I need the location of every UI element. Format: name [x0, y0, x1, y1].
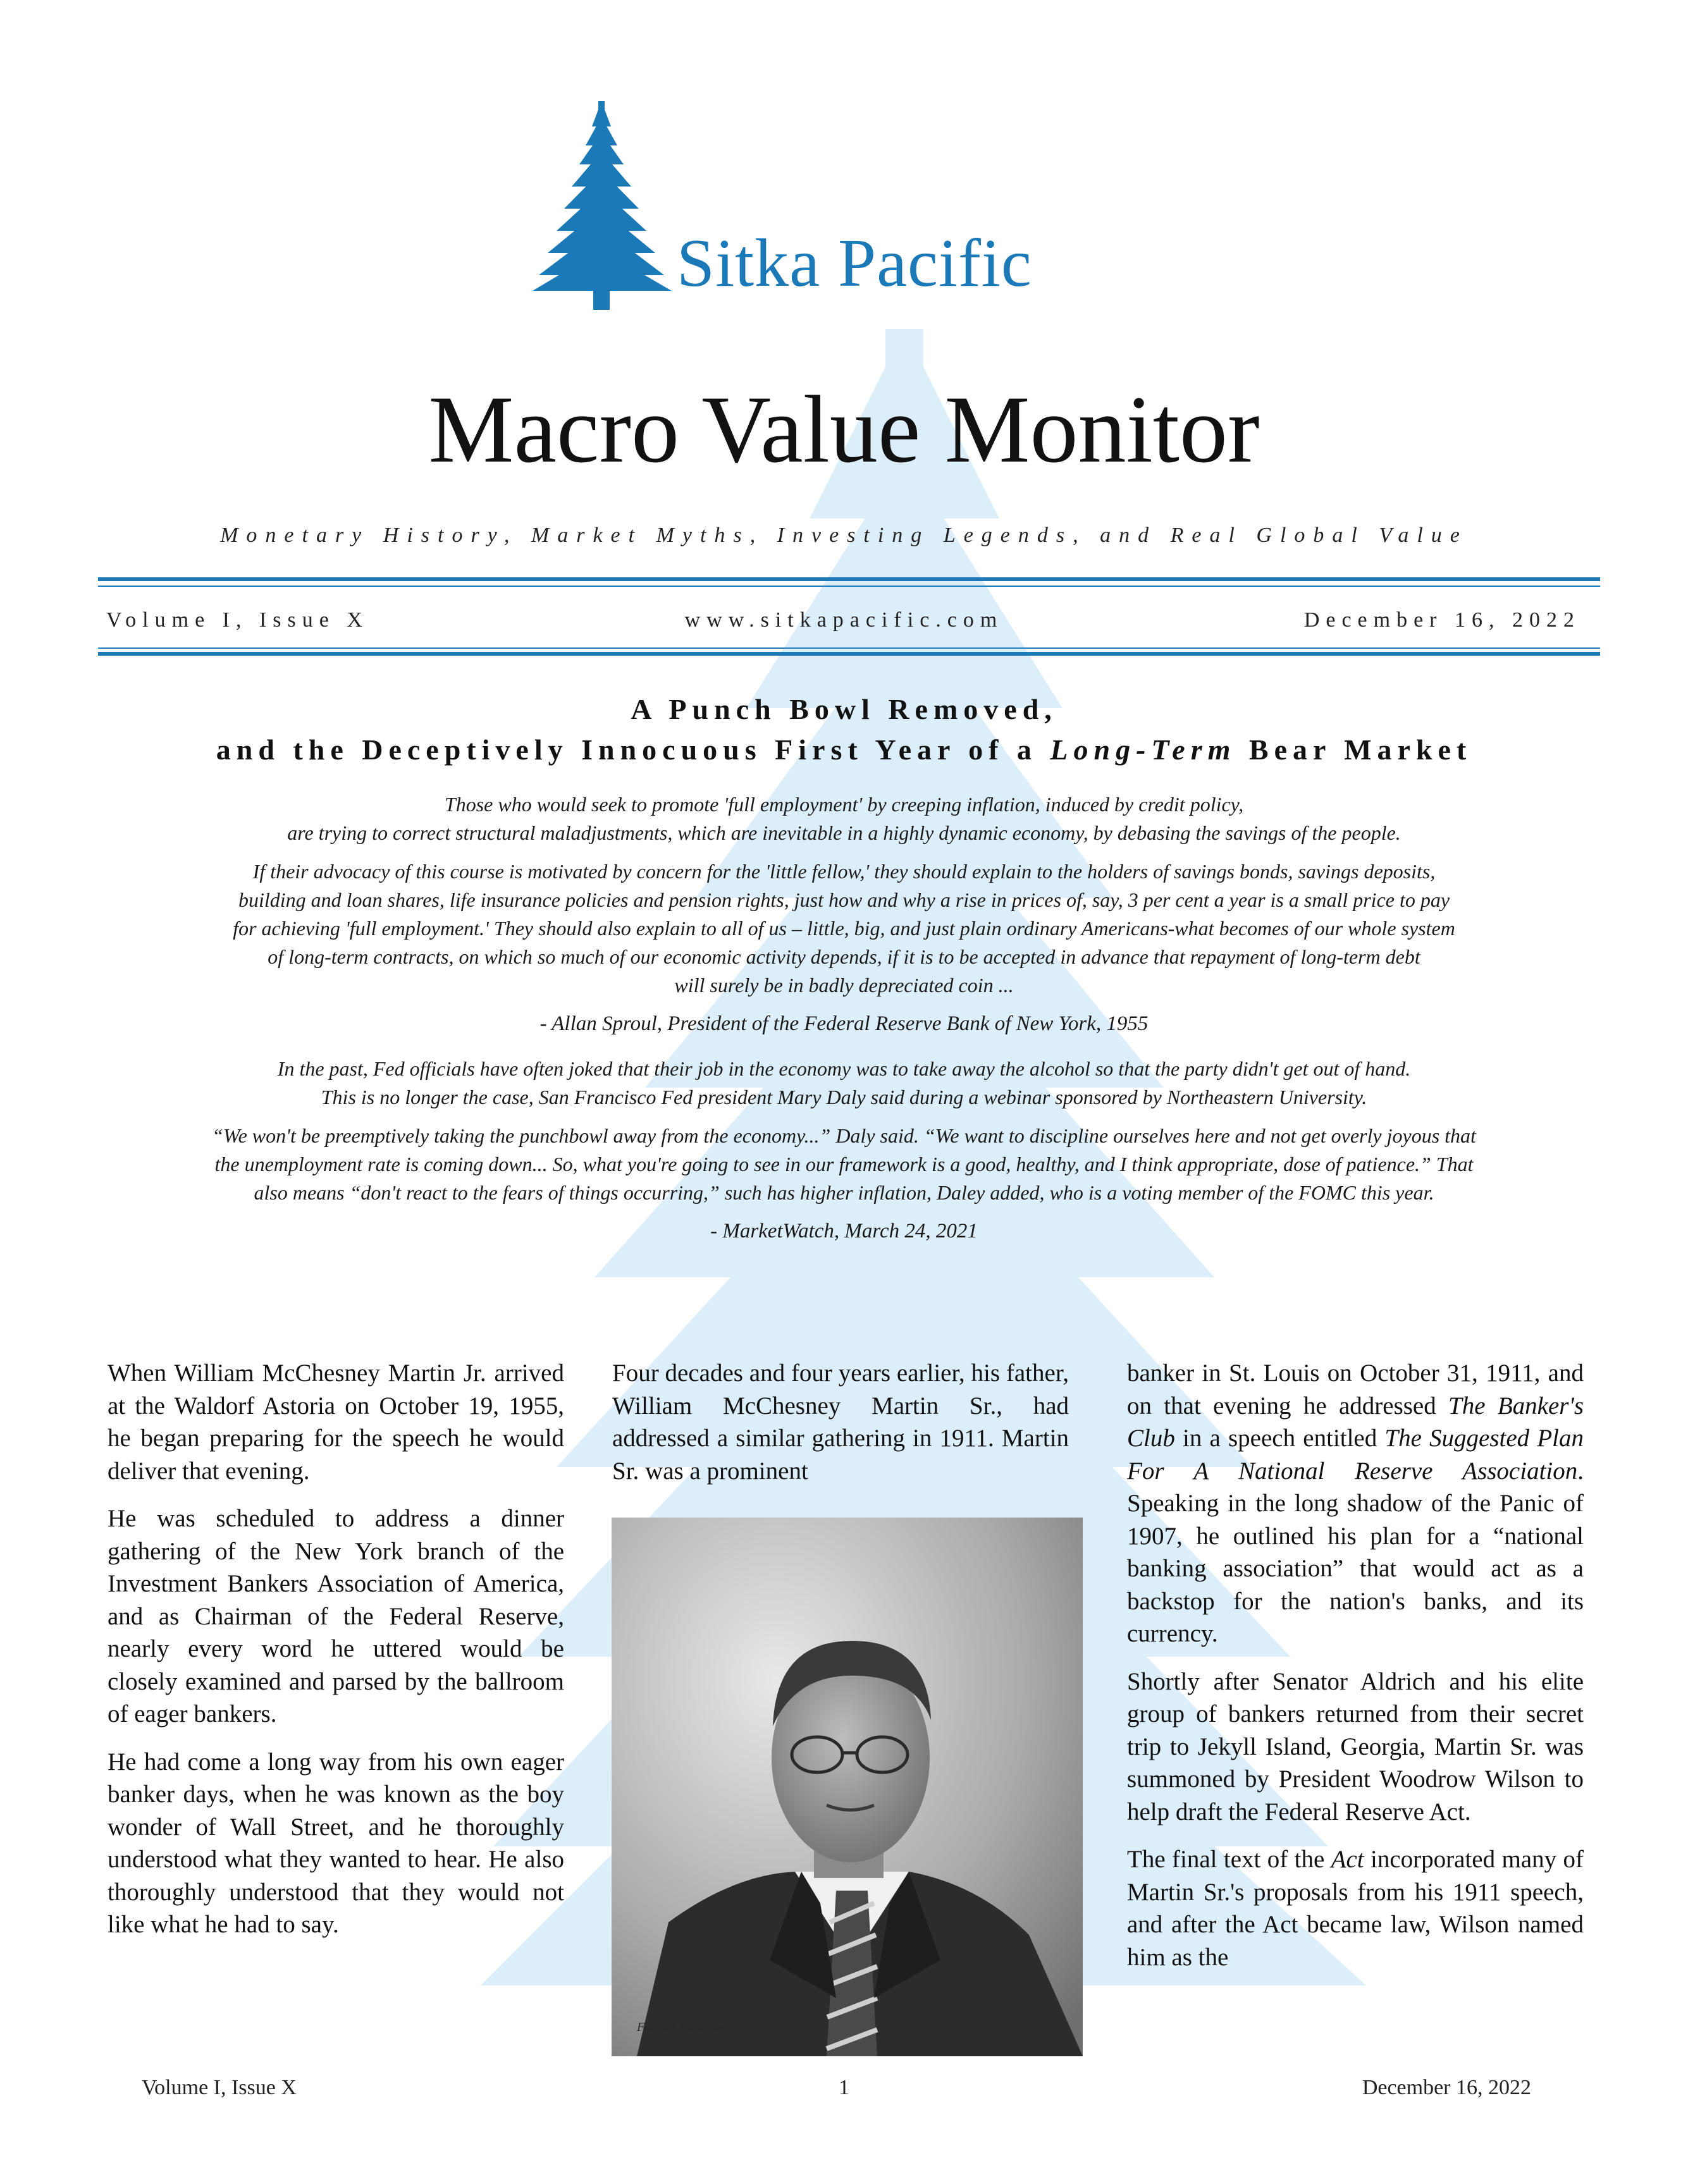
quote-line: are trying to correct structural maladjustments, which are inevitable in a highly dynamic economy, by debasing the savings of the people. [287, 821, 1401, 844]
quote-line: Those who would seek to promote 'full employment' by creeping inflation, induced by credit policy, [444, 793, 1244, 816]
text-run: The final text of the [1127, 1846, 1331, 1873]
volume-issue: Volume I, Issue X [106, 608, 369, 632]
headline-line-2 [0, 730, 1688, 770]
portrait-photo [612, 1518, 1083, 2056]
sproul-attribution: - Allan Sproul, President of the Federal Reserve Bank of New York, 1955 [539, 1012, 1149, 1035]
footer-volume: Volume I, Issue X [142, 2076, 297, 2099]
divider [98, 586, 1600, 587]
page-number: 1 [839, 2076, 849, 2099]
headline-text: and the Deceptively Innocuous First Year of a [216, 733, 1050, 766]
emphasis: The Banker's Club [1127, 1392, 1584, 1452]
emphasis: Act [1331, 1846, 1364, 1873]
quote-line: also means “don't react to the fears of things occurring,” such has higher inflation, Daley added, who is a voting member of the FOMC this year. [254, 1181, 1434, 1204]
photo-signature: Fabian Bachrach [637, 2021, 734, 2034]
article-paragraph [1127, 1843, 1584, 1973]
marketwatch-quote-p1 [95, 1055, 1593, 1112]
page-title: Macro Value Monitor [428, 376, 1260, 482]
quote-line: In the past, Fed officials have often joked that their job in the economy was to take away the alcohol so that the party didn't get out of hand. [277, 1057, 1411, 1080]
article-paragraph: When William McChesney Martin Jr. arrived at the Waldorf Astoria on October 19, 1955, he began preparing for the speech he would deliver that evening. [108, 1359, 564, 1485]
quote-line: If their advocacy of this course is motivated by concern for the 'little fellow,' they should explain to the holders of savings bonds, savings deposits, [252, 860, 1436, 883]
quote-line: building and loan shares, life insurance policies and pension rights, just how and why a rise in prices of, say, 3 per cent a year is a small price to pay [238, 888, 1450, 911]
text-run: incorporated many of Martin Sr.'s proposals from his 1911 speech, and after the Act became law, Wilson named him as the [1127, 1846, 1584, 1971]
emphasis: The Suggested Plan For A National Reserve Association [1127, 1425, 1584, 1485]
quote-line: the unemployment rate is coming down... So, what you're going to see in our framework is a good, healthy, and I think appropriate, dose of patience.” That [214, 1153, 1474, 1175]
sitka-spruce-tree-icon [533, 101, 672, 310]
divider [98, 647, 1600, 649]
article-paragraph: He had come a long way from his own eager banker days, when he was known as the boy wonder of Wall Street, and he thoroughly understood what they wanted to hear. He also thoroughly understood that they would not like what he had to say. [108, 1748, 564, 1938]
headline-text: Bear Market [1236, 733, 1472, 766]
brand-name: Sitka Pacific [677, 226, 1032, 301]
website-link[interactable]: www.sitkapacific.com [684, 608, 1004, 632]
divider [98, 577, 1600, 581]
article-column-1 [108, 1357, 564, 1956]
footer-date: December 16, 2022 [1362, 2076, 1531, 2099]
issue-date: December 16, 2022 [1303, 608, 1580, 632]
article-column-3 [1127, 1357, 1584, 1989]
epigraphs [95, 790, 1593, 1262]
quote-line: “We won't be preemptively taking the punchbowl away from the economy...” Daly said. “We want to discipline ourselves here and not get overly joyous that [212, 1124, 1476, 1147]
text-run: banker in St. Louis on October 31, 1911, and on that evening he addressed [1127, 1359, 1584, 1420]
text-run: in a speech entitled [1174, 1425, 1385, 1452]
headline-line-1: A Punch Bowl Removed, [631, 693, 1057, 725]
article-column-2 [612, 1357, 1069, 1502]
sproul-quote-p2 [95, 857, 1593, 1000]
headline-emphasis: Long-Term [1050, 733, 1236, 766]
tagline: Monetary History, Market Myths, Investing Legends, and Real Global Value [220, 524, 1468, 547]
article-paragraph: Four decades and four years earlier, his father, William McChesney Martin Sr., had addressed a similar gathering in 1911. Martin Sr. was a prominent [612, 1359, 1069, 1485]
sproul-quote-p1 [95, 790, 1593, 847]
article-paragraph: Shortly after Senator Aldrich and his elite group of bankers returned from their secret trip to Jekyll Island, Georgia, Martin Sr. was summoned by President Woodrow Wilson to help draft the Federal Reserve Act. [1127, 1667, 1584, 1825]
article-paragraph: He was scheduled to address a dinner gathering of the New York branch of the Investment Bankers Association of America, and as Chairman of the Federal Reserve, nearly every word he uttered would be closely examined and parsed by the ballroom of eager bankers. [108, 1505, 564, 1727]
marketwatch-quote-p2 [95, 1122, 1593, 1207]
text-run: . Speaking in the long shadow of the Panic of 1907, he outlined his plan for a “national banking association” that would act as a backstop for the nation's banks, and its currency. [1127, 1457, 1584, 1647]
headline [0, 689, 1688, 770]
marketwatch-attribution: - MarketWatch, March 24, 2021 [710, 1220, 978, 1242]
quote-line: This is no longer the case, San Francisco Fed president Mary Daly said during a webinar sponsored by Northeastern University. [321, 1086, 1367, 1108]
quote-line: will surely be in badly depreciated coin ... [674, 974, 1014, 997]
quote-line: for achieving 'full employment.' They should also explain to all of us – little, big, and just plain ordinary Americans-what becomes of our whole system [233, 917, 1455, 940]
divider [98, 652, 1600, 656]
quote-line: of long-term contracts, on which so much of our economic activity depends, if it is to be accepted in advance that repayment of long-term debt [268, 945, 1420, 968]
article-paragraph [1127, 1357, 1584, 1650]
